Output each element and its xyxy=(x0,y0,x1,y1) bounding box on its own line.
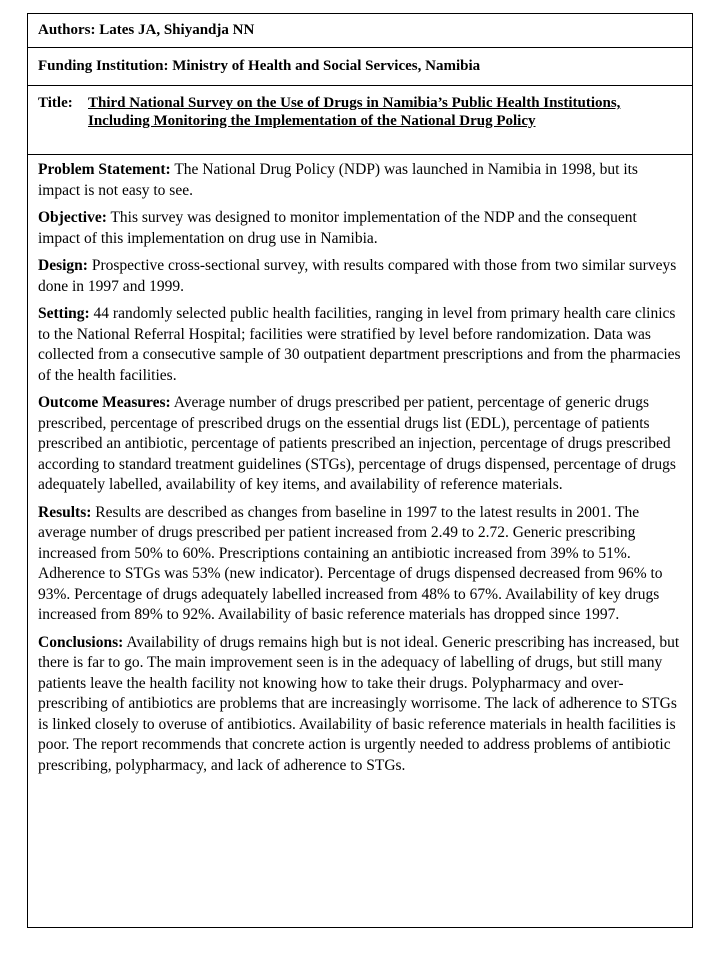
setting-section xyxy=(38,304,682,386)
section-label: Design: xyxy=(38,257,88,274)
design-section xyxy=(38,256,682,297)
section-text: Availability of drugs remains high but is not ideal. Generic prescribing has increased, but there is far to go. The main improvement seen is in the adequacy of labelling of drugs, but still many patients leave the health facility not knowing how to take their drugs. Polypharmacy and over-prescribing of antibiotics are problems that are increasingly worrisome. The lack of adherence to STGs is linked closely to overuse of antibiotics. Availability of basic reference materials in health facilities is poor. The report recommends that concrete action is urgently needed to address problems of antibiotic prescribing, polypharmacy, and lack of adherence to STGs. xyxy=(38,633,680,774)
authors-value: Lates JA, Shiyandja NN xyxy=(99,22,255,38)
section-label: Outcome Measures: xyxy=(38,394,171,411)
funding-row xyxy=(28,48,692,86)
section-text: 44 randomly selected public health facilities, ranging in level from primary health care clinics to the National Referral Hospital; facilities were stratified by level before randomization. Data was collected from a consecutive sample of 30 outpatient department prescriptions and from the pharmacies of the health facilities. xyxy=(38,305,681,384)
section-text: The National Drug Policy (NDP) was launched in Namibia in 1998, but its impact is not easy to see. xyxy=(38,161,638,199)
objective-section xyxy=(38,208,682,249)
section-label: Setting: xyxy=(38,305,90,322)
funding-label: Funding Institution: xyxy=(38,58,169,74)
authors-heading xyxy=(38,22,254,39)
section-label: Results: xyxy=(38,503,92,521)
title-row xyxy=(28,86,692,155)
section-text: This survey was designed to monitor implementation of the NDP and the consequent impact of this implementation on drug use in Namibia. xyxy=(38,209,637,247)
section-text: Prospective cross-sectional survey, with results compared with those from two similar surveys done in 1997 and 1999. xyxy=(38,257,677,295)
outcome-measures-section xyxy=(38,393,682,496)
section-text: Average number of drugs prescribed per patient, percentage of generic drugs prescribed, percentage of prescribed drugs on the essential drugs list (EDL), percentage of patients prescribed an antibiotic, percentage of patients prescribed an injection, percentage of drugs prescribed according to standard treatment guidelines (STGs), percentage of drugs dispensed, percentage of drugs adequately labelled, availability of key items, and availability of reference materials. xyxy=(38,394,676,493)
problem-statement-section xyxy=(38,160,682,201)
title-label: Title: xyxy=(38,95,73,111)
survey-title: Third National Survey on the Use of Drugs in Namibia’s Public Health Institutions, Including Monitoring the Implementation of the National Drug Policy xyxy=(88,95,621,129)
section-label: Conclusions: xyxy=(38,633,124,651)
authors-row xyxy=(28,14,692,48)
section-label: Objective: xyxy=(38,209,107,226)
conclusions-section xyxy=(38,633,682,777)
authors-label: Authors: xyxy=(38,22,96,38)
funding-value: Ministry of Health and Social Services, Namibia xyxy=(172,58,481,74)
abstract-table xyxy=(27,13,693,928)
funding-heading xyxy=(38,58,480,75)
section-text: Results are described as changes from baseline in 1997 to the latest results in 2001. The average number of drugs prescribed per patient increased from 2.49 to 2.72. Generic prescribing increased from 50% to 60%. Prescriptions containing an antibiotic increased from 39% to 51%. Adherence to STGs was 53% (new indicator). Percentage of drugs dispensed decreased from 96% to 93%. Percentage of drugs adequately labelled increased from 48% to 67%. Availability of key drugs increased from 89% to 92%. Availability of basic reference materials has dropped since 1997. xyxy=(38,503,663,623)
section-label: Problem Statement: xyxy=(38,161,171,178)
abstract-body xyxy=(28,155,692,927)
results-section xyxy=(38,503,682,626)
